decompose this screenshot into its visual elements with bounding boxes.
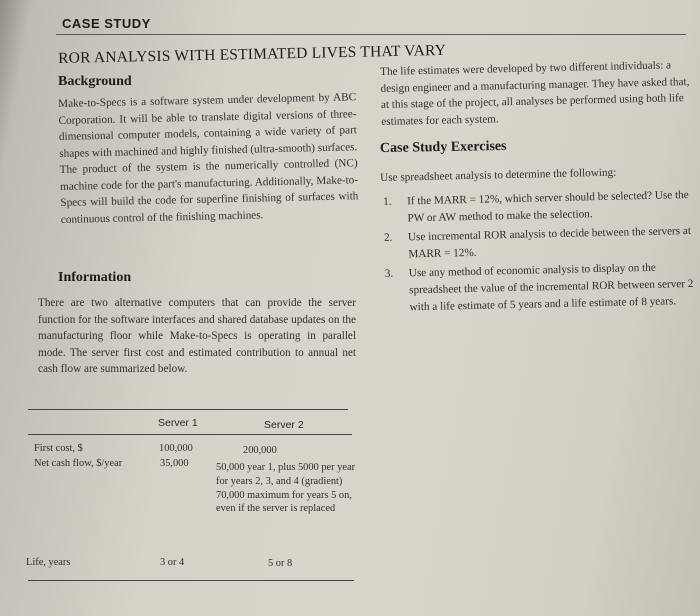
- server-2-life: 5 or 8: [268, 558, 293, 569]
- table-top-rule: [28, 409, 348, 410]
- background-text: Make-to-Specs is a software system under development by ABC Corporation. It will be able to translate digital versions of three-dimensional computer models, containing a wide variety of part shapes with machined and highly finished (ultra-smooth) surfaces. The product of the system is the numerically controlled (NC) machine code for the part's manufacturing. Additionally, Make-to-Specs will build the code for superfine finishing of surfaces with continuous control of the finishing machines.: [58, 91, 359, 226]
- life-estimates-paragraph: [380, 57, 695, 130]
- column-header-server-2: Server 2: [264, 419, 304, 431]
- background-paragraph: [58, 89, 359, 228]
- exercise-number: 2.: [383, 231, 393, 244]
- section-header: CASE STUDY: [62, 16, 151, 31]
- exercises-intro-text: Use spreadsheet analysis to determine the following:: [380, 166, 617, 184]
- exercise-text: If the MARR = 12%, which server should be selected? Use the PW or AW method to make the selection.: [407, 188, 689, 225]
- exercises-heading: Case Study Exercises: [379, 138, 507, 157]
- server-2-net-cash-flow: 50,000 year 1, plus 5000 per year for years 2, 3, and 4 (gradient) 70,000 maximum for years 5 on, even if the server is replaced: [216, 462, 356, 515]
- exercise-number: 3.: [384, 267, 394, 280]
- exercise-item: [382, 259, 695, 317]
- column-header-server-1: Server 1: [158, 417, 198, 429]
- life-estimates-text: The life estimates were developed by two different individuals: a design engineer and a manufacturing manager. They have asked that, at this stage of the project, all analyses be performed using both life estimates for each system.: [380, 59, 690, 128]
- information-paragraph: [38, 295, 356, 378]
- case-title: ROR ANALYSIS WITH ESTIMATED LIVES THAT VARY: [58, 41, 447, 67]
- information-heading: Information: [58, 270, 132, 285]
- row-label-first-cost: First cost, $: [34, 443, 83, 454]
- exercise-list: [380, 187, 695, 319]
- background-heading: Background: [58, 74, 132, 89]
- header-rule: [56, 34, 686, 35]
- exercise-item: [380, 187, 693, 228]
- exercises-intro: [380, 163, 694, 187]
- information-text: There are two alternative computers that can provide the server function for the software interfaces and shared database updates on the manufacturing floor while Make-to-Specs is operating in parallel mode. The server first cost and estimated contribution to annual net cash flow are summarized below.: [38, 297, 356, 375]
- server-1-first-cost: 100,000: [159, 443, 193, 454]
- exercise-item: [381, 223, 694, 264]
- table-bottom-rule: [28, 580, 354, 581]
- exercise-text: Use incremental ROR analysis to decide between the servers at MARR = 12%.: [407, 224, 692, 261]
- exercise-number: 1.: [383, 195, 392, 208]
- server-1-life: 3 or 4: [160, 557, 185, 568]
- table-header-rule: [28, 434, 352, 435]
- row-label-net-cash-flow: Net cash flow, $/year: [34, 458, 123, 469]
- exercise-text: Use any method of economic analysis to display on the spreadsheet the value of the incremental ROR between server 2 with a life estimate of 5 years and a life estimate of 8 years.: [408, 261, 694, 314]
- server-2-first-cost: 200,000: [243, 445, 277, 456]
- row-label-life: Life, years: [26, 557, 71, 568]
- server-1-net-cash-flow: 35,000: [160, 458, 189, 469]
